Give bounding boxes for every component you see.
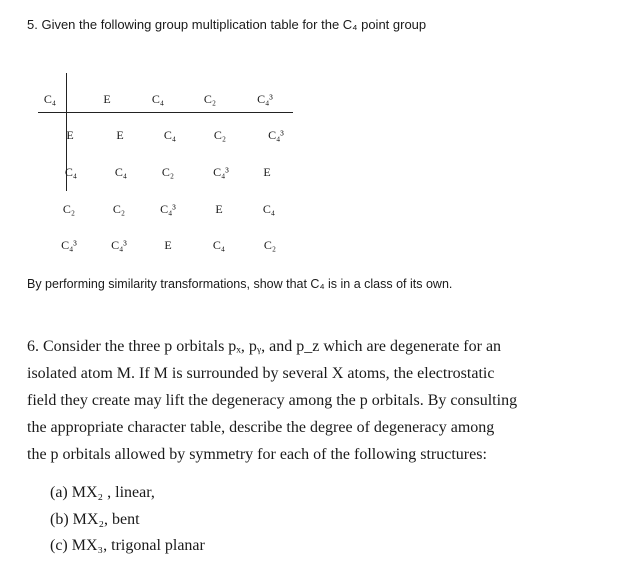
question-5-instruction: By performing similarity transformations, show that C₄ is in a class of its own. (27, 277, 453, 291)
table-cell: C₄³ (268, 128, 284, 142)
table-corner-label: C₄ (43, 92, 57, 106)
table-cell: C₂ (263, 238, 277, 252)
question-6-line: field they create may lift the degeneracy among the p orbitals. By consulting (27, 392, 518, 409)
table-header-cell: E (103, 92, 111, 106)
table-cell: E (263, 165, 271, 179)
table-horizontal-divider (38, 112, 293, 113)
table-header-cell: C₄ (151, 92, 165, 106)
table-row-label: C₄ (64, 165, 78, 179)
question-6-options (50, 480, 205, 560)
table-cell: C₄ (262, 202, 276, 216)
option-item: (b) MX₂, bent (50, 510, 140, 528)
table-header-cell: C₂ (203, 92, 217, 106)
question-6-line: isolated atom M. If M is surrounded by several X atoms, the electrostatic (27, 365, 495, 382)
table-cell: C₂ (213, 128, 227, 142)
table-cell: E (215, 202, 223, 216)
table-cell: C₂ (161, 165, 175, 179)
question-5-heading: 5. Given the following group multiplication table for the C₄ point group (27, 17, 427, 32)
table-cell: C₄³ (213, 165, 229, 179)
question-6-line: the p orbitals allowed by symmetry for each of the following structures: (27, 446, 487, 463)
question-6-text (27, 333, 617, 468)
table-cell: E (164, 238, 172, 252)
question-6-line: 6. Consider the three p orbitals pₓ, pᵧ, and p_z which are degenerate for an (27, 338, 502, 355)
table-row-label: C₄³ (61, 238, 77, 252)
table-cell: C₄ (212, 238, 226, 252)
group-multiplication-table (0, 0, 636, 280)
table-cell: C₄ (114, 165, 128, 179)
option-item: (a) MX₂ , linear, (50, 484, 155, 501)
option-item: (c) MX₃, trigonal planar (50, 537, 205, 554)
table-cell: E (116, 128, 124, 142)
table-cell: C₄³ (111, 238, 127, 252)
question-6-line: the appropriate character table, describe the degree of degeneracy among (27, 419, 495, 436)
table-row-label: E (66, 128, 74, 142)
table-cell: C₄ (163, 128, 177, 142)
table-cell: C₄³ (160, 202, 176, 216)
table-row-label: C₂ (62, 202, 76, 216)
table-cell: C₂ (112, 202, 126, 216)
table-header-cell: C₄³ (257, 92, 273, 106)
